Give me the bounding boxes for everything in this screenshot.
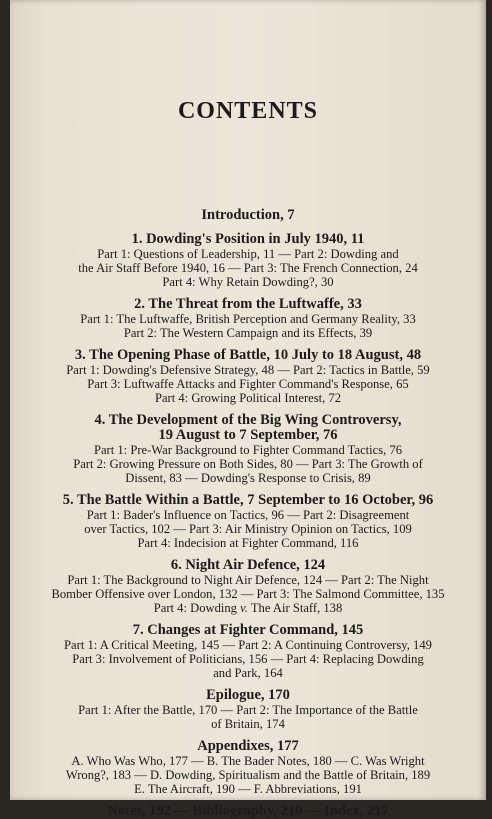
notes-bibliography-index: Notes, 192 — Bibliography, 210 — Index, 217 bbox=[107, 803, 389, 819]
book-page bbox=[10, 0, 486, 819]
chapter-part-line: Part 2: Growing Pressure on Both Sides, 80 — Part 3: The Growth of bbox=[73, 457, 423, 471]
chapter-part-line: Part 2: The Western Campaign and its Effects, 39 bbox=[123, 326, 373, 340]
chapter-part-line: Part 1: Dowding's Defensive Strategy, 48 — Part 2: Tactics in Battle, 59 bbox=[66, 363, 430, 377]
chapter-part-line: Part 1: The Background to Night Air Defence, 124 — Part 2: The Night bbox=[67, 573, 429, 587]
chapter-title: Appendixes, 177 bbox=[197, 738, 299, 754]
chapter-part-line: Part 3: Luftwaffe Attacks and Fighter Command's Response, 65 bbox=[87, 377, 409, 391]
chapter-2 bbox=[10, 297, 486, 340]
chapter-part-line: of Britain, 174 bbox=[211, 717, 285, 731]
introduction-entry: Introduction, 7 bbox=[201, 207, 295, 223]
chapter-part-line: Wrong?, 183 — D. Dowding, Spiritualism and the Battle of Britain, 189 bbox=[65, 768, 431, 782]
chapter-title: 1. Dowding's Position in July 1940, 11 bbox=[131, 231, 365, 247]
chapter-3 bbox=[10, 348, 486, 405]
chapter-part-line: Part 1: The Luftwaffe, British Perception and Germany Reality, 33 bbox=[80, 312, 416, 326]
versus-abbrev: v. bbox=[240, 601, 248, 615]
chapter-part-line: Part 3: Involvement of Politicians, 156 — Part 4: Replacing Dowding bbox=[72, 652, 424, 666]
chapter-6 bbox=[10, 558, 486, 615]
chapter-part-line: and Park, 164 bbox=[213, 666, 283, 680]
chapter-part-line: Part 4: Why Retain Dowding?, 30 bbox=[162, 275, 334, 289]
chapter-title: 5. The Battle Within a Battle, 7 September to 16 October, 96 bbox=[62, 492, 434, 508]
chapter-title-continued: 19 August to 7 September, 76 bbox=[158, 427, 338, 443]
chapter-part-line: Part 4: Growing Political Interest, 72 bbox=[154, 391, 342, 405]
chapter-title: 7. Changes at Fighter Command, 145 bbox=[132, 622, 364, 638]
part-text: Part 4: Dowding bbox=[153, 601, 241, 615]
chapter-part-line: Bomber Offensive over London, 132 — Part 3: The Salmond Committee, 135 bbox=[51, 587, 445, 601]
chapter-title: 6. Night Air Defence, 124 bbox=[170, 557, 326, 573]
epilogue bbox=[10, 688, 486, 731]
table-of-contents bbox=[10, 207, 486, 819]
chapter-title: 4. The Development of the Big Wing Controversy, bbox=[94, 412, 402, 428]
chapter-part-line: Part 1: Bader's Influence on Tactics, 96 — Part 2: Disagreement bbox=[86, 508, 410, 522]
chapter-part-line: over Tactics, 102 — Part 3: Air Ministry Opinion on Tactics, 109 bbox=[84, 522, 412, 536]
appendixes bbox=[10, 739, 486, 796]
chapter-title: 2. The Threat from the Luftwaffe, 33 bbox=[134, 296, 362, 312]
chapter-part-line bbox=[10, 601, 486, 615]
chapter-part-line: Part 1: A Critical Meeting, 145 — Part 2: A Continuing Controversy, 149 bbox=[64, 638, 432, 652]
chapter-part-line: Part 1: After the Battle, 170 — Part 2: The Importance of the Battle bbox=[78, 703, 418, 717]
chapter-part-line: Dissent, 83 — Dowding's Response to Crisis, 89 bbox=[125, 471, 371, 485]
chapter-part-line: A. Who Was Who, 177 — B. The Bader Notes, 180 — C. Was Wright bbox=[71, 754, 425, 768]
chapter-part-line: Part 1: Pre-War Background to Fighter Command Tactics, 76 bbox=[93, 443, 403, 457]
chapter-title: 3. The Opening Phase of Battle, 10 July to 18 August, 48 bbox=[74, 347, 422, 363]
chapter-7 bbox=[10, 623, 486, 680]
chapter-part-line: Part 4: Indecision at Fighter Command, 116 bbox=[137, 536, 359, 550]
chapter-part-line: E. The Aircraft, 190 — F. Abbreviations, 191 bbox=[134, 782, 362, 796]
contents-heading: CONTENTS bbox=[177, 98, 319, 124]
chapter-4 bbox=[10, 413, 486, 485]
chapter-part-line: the Air Staff Before 1940, 16 — Part 3: The French Connection, 24 bbox=[78, 261, 418, 275]
chapter-part-line: Part 1: Questions of Leadership, 11 — Part 2: Dowding and bbox=[97, 247, 399, 261]
chapter-1 bbox=[10, 232, 486, 289]
chapter-title: Epilogue, 170 bbox=[206, 687, 290, 703]
chapter-5 bbox=[10, 493, 486, 550]
part-text: The Air Staff, 138 bbox=[247, 601, 343, 615]
